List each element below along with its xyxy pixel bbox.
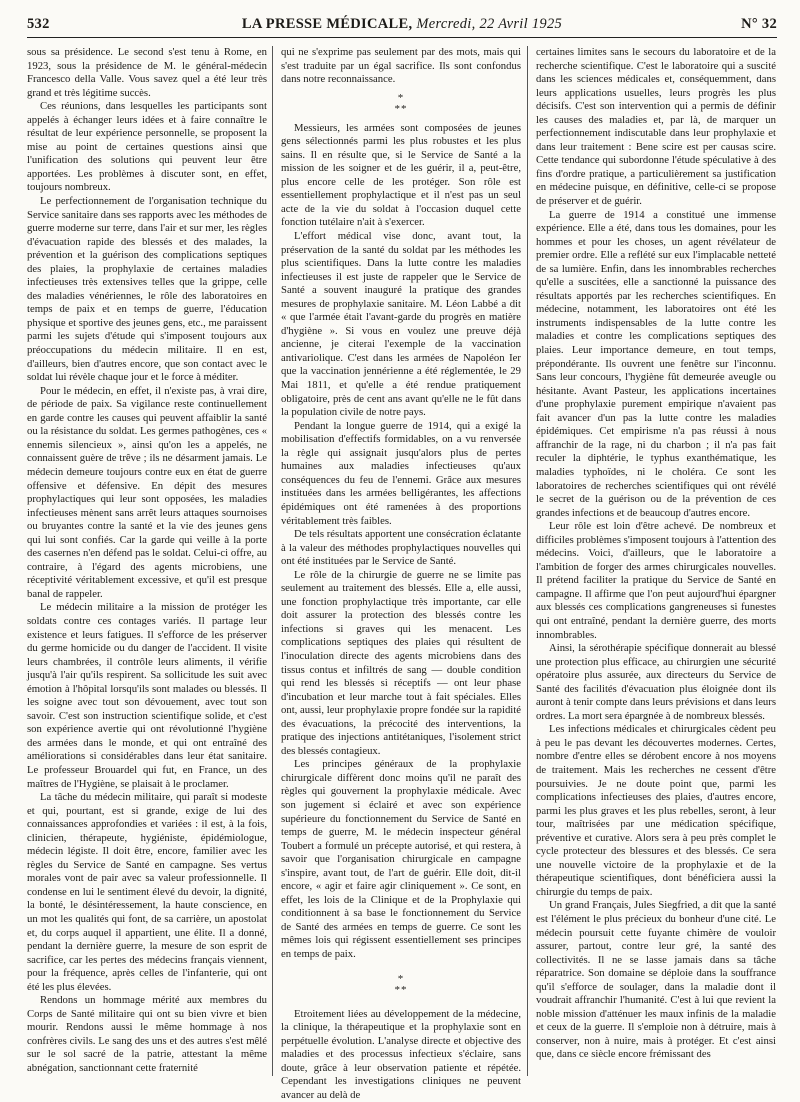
paragraph: Ainsi, la sérothérapie spécifique donnerait au blessé une protection plus efficace, au chirurgien une sécurité opératoire plus assurée, aux directeurs du Service de Santé des facilités d'évacuation plus éloignée dont ils auront à tenir compte dans leurs prévisions et dans leurs ordres. La mort sera épargnée à de nombreux blessés. (536, 642, 776, 722)
paragraph: Ces réunions, dans lesquelles les participants sont appelés à échanger leurs idées et à faire connaître le résultat de leur expérience personnelle, se proposent la mise au point de certaines questions ainsi que l'unification des solutions qui peuvent leur être apportées. Les problèmes à discuter sont, en effet, toujours nombreux. (27, 100, 267, 194)
paragraph: qui ne s'exprime pas seulement par des mots, mais qui s'est traduite par un égal sacrifice. Ils sont confondus dans notre reconnaissance. (281, 46, 521, 86)
journal-name: LA PRESSE MÉDICALE, (241, 16, 413, 32)
issue-number: N° 32 (741, 16, 777, 32)
column-divider (527, 46, 528, 1076)
paragraph: Un grand Français, Jules Siegfried, a dit que la santé est l'élément le plus précieux du bonheur d'une cité. Le médecin poursuit cette fuyante chimère de vouloir assurer, partout, contre leur gré, la santé des collectivités. Il ne se lasse jamais dans sa tâche réparatrice. Son domaine se déploie dans la souffrance qu'il s'efforce de soulager, dans la maladie dont il voudrait affranchir l'humanité. C'est à lui que revient la noble mission d'atténuer les maux infinis de la maladie et ceux de la guerre. Il s'emploie non à détruire, mais à conserver, non à nuire, mais à protéger. Et c'est ainsi que, dans ce siècle encore frémissant des (536, 899, 776, 1061)
column-1 (27, 46, 267, 1076)
paragraph: Le perfectionnement de l'organisation technique du Service sanitaire dans ses rapports avec les méthodes de guerre moderne sur terre, dans l'air et sur mer, les règles d'évacuation rapide des blessés et des malades, la prévention et la guérison des complications septiques des plaies, la prophylaxie de certaines maladies infectieuses très extensives telles que la grippe, celle des maladies vénériennes, le rôle des laboratoires en temps de paix et en temps de guerre, l'éducation physique et sportive des jeunes gens, etc., me paraissent parmi les sujets d'étude qui s'imposent toujours aux préoccupations du médecin militaire. Il en est, d'ailleurs, bien d'autres encore, que son contact avec le soldat lui révèle chaque jour et le force à méditer. (27, 195, 267, 384)
paragraph: Pendant la longue guerre de 1914, qui a exigé la mobilisation d'effectifs formidables, on a vu renversée la règle qui assignait jusqu'alors plus de pertes humaines aux maladies infectieuses qu'aux conséquences du feu de l'ennemi. Grâce aux mesures instituées dans les armées belligérantes, les affections épidémiques ont été ramenées à des proportions véritablement très faibles. (281, 419, 521, 527)
paragraph: Le médecin militaire a la mission de protéger les soldats contre ces contages variés. Il partage leur existence et leurs fatigues. Il s'efforce de les préserver du germe homicide ou du danger de l'accident. Il visite leurs chambrées, il contrôle leurs aliments, il vérifie jusqu'à l'air qu'ils respirent. Sa sollicitude les suit avec émotion à l'hôpital lorsqu'ils sont malades ou blessés. Il les soigne avec tout son dévouement, avec tout son savoir. C'est son instruction scientifique solide, et c'est son expérience avertie qui ont révolutionné l'hygiène des armées dans le monde, et qui ont entraîné des améliorations si considérables dans leur état sanitaire. Le professeur Brouardel qui fut, en France, un des maîtres de l'Hygiène, se plaisait à le proclamer. (27, 601, 267, 790)
page-header (27, 12, 777, 34)
column-divider (272, 46, 273, 1076)
paragraph: Les infections médicales et chirurgicales cèdent peu à peu le pas devant les découvertes modernes. Certes, nombre d'entre elles se dérobent encore à nos moyens de traitement. Mais les recherches ne cessent d'être poursuivies. Je ne doute point que, parmi les complications infectieuses des plaies, d'autres encore, parmi les plus graves et les plus rebelles, seront, à leur tour, maîtrisées par une médication spécifique, préventive et curative. Alors sera à peu près complet le cycle protecteur des blessures et des blessés. Ce sera une nouvelle victoire de la prophylaxie et de la thérapeutique scientifiques, dont bénéficiera aussi la chirurgie du temps de paix. (536, 723, 776, 898)
paragraph: Leur rôle est loin d'être achevé. De nombreux et difficiles problèmes s'imposent toujours à l'attention des médecins. Voici, d'ailleurs, que le laboratoire a l'ambition de forger des armes chirurgicales nouvelles. Il prétend faciliter la pratique du Service de Santé en campagne. Il affirme que l'on peut aujourd'hui épargner aux blessés ces complications gangreneuses si funestes qui ont entraîné, pendant la dernière guerre, des morts innombrables. (536, 520, 776, 641)
paragraph: Etroitement liées au développement de la médecine, la clinique, la thérapeutique et la prophylaxie sont en perpétuelle évolution. L'analyse directe et objective des maladies et des processus infectieux s'éclaire, sans doute, grâce à leur observation patiente et répétée. Cependant les investigations cliniques ne peuvent avancer au delà de (281, 1007, 521, 1101)
column-3 (536, 46, 776, 1076)
paragraph: Rendons un hommage mérité aux membres du Corps de Santé militaire qui ont su bien vivre et bien mourir. Rendons aussi le même hommage à nos confrères civils. Le sang des uns et des autres s'est mêlé sur le sol sacré de la patrie, attestant la même abnégation, sanctionnant cette fraternité (27, 994, 267, 1075)
asterism-separator: * ** (394, 91, 408, 115)
page-number: 532 (27, 16, 50, 32)
asterism-separator: * ** (394, 972, 408, 996)
paragraph: Pour le médecin, en effet, il n'existe pas, à vrai dire, de période de paix. Sa vigilance reste continuellement en garde contre les causes qui peuvent affaiblir la santé ou la résistance du soldat. Les germes pathogènes, ces « ennemis silencieux », ainsi qu'on les a appelés, ne connaissent guère de trêve ; ils ne désarment jamais. Le médecin demeure toujours contre eux en état de guerre offensive et défensive. En dépit des mesures prophylactiques qui leur sont opposées, les maladies infectieuses mènent sans arrêt leurs attaques sournoises ou bruyantes contre la santé et la vie des jeunes gens qui lui sont confiés. Car la garde qui veille à la porte des casernes n'en défend pas le soldat. Celui-ci offre, au contraire, à l'égard des agents microbiens, une réceptivité véritablement excessive, et qu'il est presque banal de rappeler. (27, 384, 267, 600)
paragraph: Messieurs, les armées sont composées de jeunes gens sélectionnés parmi les plus robustes et les plus sains. Il en résulte que, si le Service de Santé a la mission de les soigner et de les guérir, il a, peut-être, plus encore celle de les protéger. Son rôle est essentiellement prophylactique et il n'est pas un seul acte de la vie du soldat à l'occasion duquel cette fonction tutélaire n'ait à s'exercer. (281, 121, 521, 229)
paragraph: La guerre de 1914 a constitué une immense expérience. Elle a été, dans tous les domaines, pour les hommes et pour les choses, un agent révélateur de premier ordre. Elle a reflété sur eux l'implacable netteté de sa lumière. Enfin, dans les innombrables recherches qu'elle a suscitées, elle a sanctionné la puissance des résultats apportés par les recherches scientifiques. En médecine, notamment, les laboratoires ont été les instruments indispensables de la lutte contre les maladies et contre les complications septiques des plaies. Leur importance demeure, en tout temps, prépondérante. Ils ouvrent une fenêtre sur l'inconnu. Sans leur concours, l'hygiène fût demeurée aveugle ou hésitante. Avant Pasteur, les applications incertaines d'une prophylaxie purement empirique n'avaient pas fait avancer d'un pas la lutte contre les maladies épidémiques. Cet empirisme n'a pas réussi à nous affranchir de la rage, ni du charbon ; il n'a pas fait reculer la diphtérie, le typhus exanthématique, les maladies typhoïdes, ni le choléra. Ce sont les laboratoires de recherches scientifiques qui ont révélé le secret de la guérison ou de la prévention de ces grandes infections et de beaucoup d'autres encore. (536, 208, 776, 519)
paragraph: La tâche du médecin militaire, qui paraît si modeste et qui, pourtant, est si grande, exige de lui des connaissances approfondies et variées : il est, à la fois, clinicien, thérapeute, hygiéniste, épidémiologue, médecin légiste. Il doit être, encore, familier avec les règles du Service de Santé en campagne. Ses vertus morales vont de pair avec sa valeur professionnelle. Il condense en lui le sentiment élevé du devoir, la dignité, la bonté, le désintéressement, la haute conscience, en un mot les qualités qui font, de sa carrière, un apostolat et, du corps auquel il appartient, une élite. Il a donné, pendant la dernière guerre, la mesure de son esprit de sacrifice, car les pertes des médecins français viennent, pour la fréquence, après celles de l'infanterie, qui ont été les plus élevées. (27, 791, 267, 993)
paragraph: L'effort médical vise donc, avant tout, la préservation de la santé du soldat par les méthodes les plus scientifiques. Dans la lutte contre les maladies infectieuses il est juste de rappeler que le Service de Santé a souvent inauguré la pratique des grandes mesures de prophylaxie sanitaire. M. Léon Labbé a dit « que l'armée était l'avant-garde du progrès en matière d'hygiène ». Si vous en voulez une preuve déjà ancienne, je citerai l'exemple de la vaccination antivariolique. C'est dans les armées de Napoléon Ier que la vaccination jennérienne a été réglementée, le 29 Mai 1811, et qu'elle a été rendue pratiquement obligatoire, près de cent ans avant qu'elle ne le fût dans la population civile de notre pays. (281, 230, 521, 419)
issue-date: Mercredi, 22 Avril 1925 (416, 16, 563, 32)
column-2 (281, 46, 521, 1101)
header-rule (27, 37, 777, 38)
paragraph: De tels résultats apportent une consécration éclatante à la valeur des méthodes prophylactiques nouvelles qui ont été instituées par le Service de Santé. (281, 528, 521, 568)
paragraph: certaines limites sans le secours du laboratoire et de la recherche scientifique. C'est le laboratoire qui a suscité dans les sciences médicales et, conséquemment, dans leurs applications usuelles, leurs progrès les plus décisifs. C'est son intervention qui a permis de définir les causes des maladies et, par là, de marquer un perfectionnement indiscutable dans leur prophylaxie et dans leur traitement : Bene scire est per causas scire. Cette tendance qui subordonne l'étude spéculative à des fins d'ordre pratique, a particulièrement sa justification en médecine puisque, en définitive, celle-ci se propose de préserver et de guérir. (536, 46, 776, 208)
journal-title (27, 16, 777, 33)
paragraph: sous sa présidence. Le second s'est tenu à Rome, en 1923, sous la présidence de M. le général-médecin Francesco della Valle. Vous savez quel a été leur très grand et très légitime succès. (27, 46, 267, 99)
paragraph: Les principes généraux de la prophylaxie chirurgicale diffèrent donc moins qu'il ne paraît des règles qui gouvernent la prophylaxie médicale. Avec son jugement si éclairé et avec son expérience supérieure du fonctionnement du Service de Santé en temps de guerre, M. le médecin inspecteur général Toubert a formulé un précepte autorisé, et qui restera, à savoir que l'organisation chirurgicale en campagne s'inspire, avant tout, de l'art de guérir. Elle doit, dit-il encore, « agir et faire agir cliniquement ». Ce sont, en effet, les lois de la Clinique et de la Prophylaxie qui conditionnent à sa base le fonctionnement du Service de Santé des armées en temps de guerre. Ce sont les mêmes lois qui régissent essentiellement ses principes en temps de paix. (281, 758, 521, 960)
paragraph: Le rôle de la chirurgie de guerre ne se limite pas seulement au traitement des blessés. Elle a, elle aussi, une fonction prophylactique très importante, car elle doit assurer la protection des blessés contre les infections si graves qui les menacent. Les complications septiques des plaies qui résultent de l'inoculation directe des agents microbiens dans des tissus contus et infiltrés de sang — double condition qui rend les blessés si réceptifs — ont leur phase d'incubation et leur marche tout à fait spéciales. Elles ont, aussi, leur prophylaxie propre fondée sur la rapidité des évacuations, la précocité des interventions, la pratique des injections antitétaniques, l'isolement strict des blessés contagieux. (281, 568, 521, 757)
